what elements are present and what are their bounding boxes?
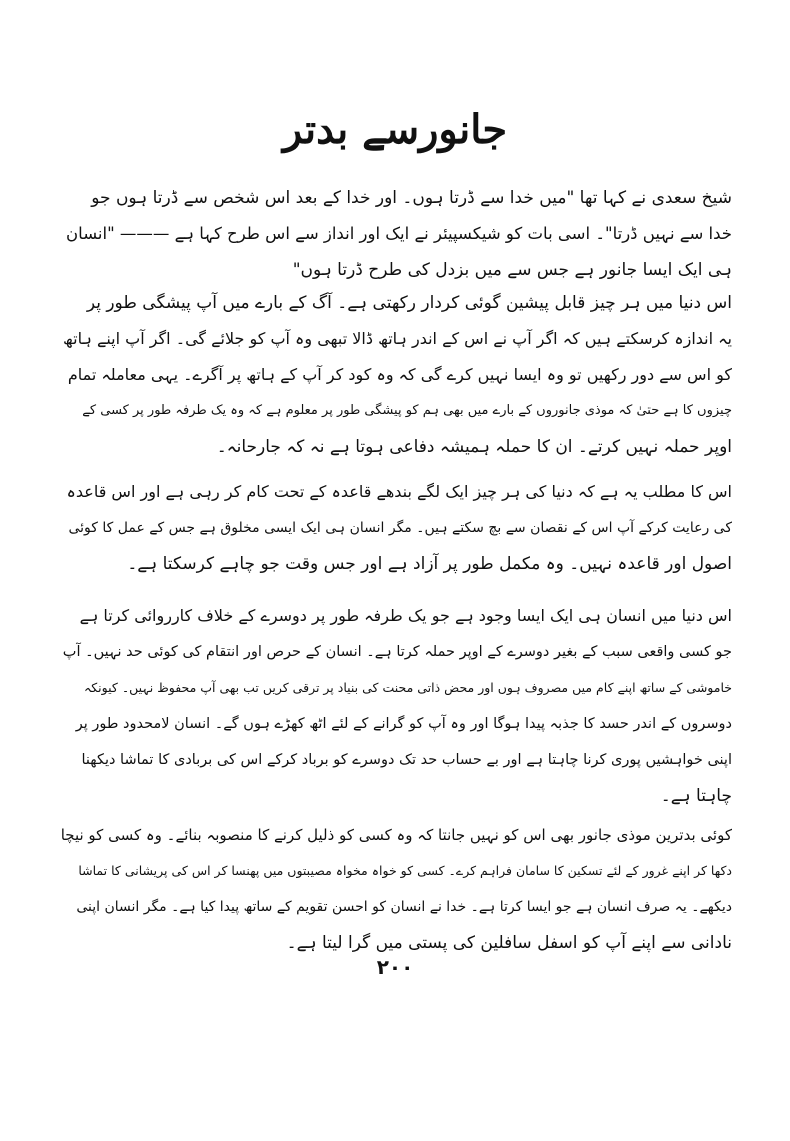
page-number: ۲۰۰ <box>376 955 414 979</box>
text-line: ہی ایک ایسا جانور ہے جس سے میں بزدل کی طرح ڈرتا ہوں" <box>292 260 732 280</box>
text-line: کو اس سے دور رکھیں تو وہ ایسا نہیں کرے گی کہ وہ کود کر آپ کے ہاتھ پر آگرے۔ یہی معاملہ تمام <box>67 365 732 384</box>
text-line: چیزوں کا ہے حتیٰ کہ موذی جانوروں کے بارے میں بھی ہم کو پیشگی طور پر معلوم ہے کہ وہ یک طرفہ طور پر کسی کے <box>82 403 732 418</box>
chapter-title: جانورسے بدتر <box>282 106 508 153</box>
text-line: اصول اور قاعدہ نہیں۔ وہ مکمل طور پر آزاد ہے اور جس وقت جو چاہے کرسکتا ہے۔ <box>127 554 732 574</box>
text-line: خدا سے نہیں ڈرتا"۔ اسی بات کو شیکسپیئر نے ایک اور انداز سے اس طرح کہا ہے ——— "انسان <box>66 224 732 243</box>
text-line: جو کسی واقعی سبب کے بغیر دوسرے کے اوپر حملہ کرتا ہے۔ انسان کے حرص اور انتقام کی کوئی حد نہیں۔ آپ <box>62 644 732 660</box>
text-line: کوئی بدترین موذی جانور بھی اس کو نہیں جانتا کہ وہ کسی کو ذلیل کرنے کا منصوبہ بنائے۔ وہ کسی کو نیچا <box>60 826 732 844</box>
text-line: دوسروں کے اندر حسد کا جذبہ پیدا ہوگا اور وہ آپ کو گرانے کے لئے اٹھ کھڑے ہوں گے۔ انسان لامحدود طور پر <box>75 716 732 732</box>
paragraph-5 <box>60 817 732 961</box>
text-line: یہ اندازہ کرسکتے ہیں کہ اگر آپ نے اس کے اندر ہاتھ ڈالا تبھی وہ آپ کو جلائے گی۔ اگر آپ اپنے ہاتھ <box>63 329 732 348</box>
text-line: شیخ سعدی نے کہا تھا "میں خدا سے ڈرتا ہوں۔ اور خدا کے بعد اس شخص سے ڈرتا ہوں جو <box>91 188 732 208</box>
text-line: خاموشی کے ساتھ اپنے کام میں مصروف ہوں اور محض ذاتی محنت کی بنیاد پر ترقی کریں تب بھی آپ محفوظ نہیں۔ کیونکہ <box>83 680 732 695</box>
text-line: دکھا کر اپنے غرور کے لئے تسکین کا سامان فراہم کرے۔ کسی کو خواہ مخواہ مصیبتوں میں پھنسا کر اس کی پریشانی کا تماشا <box>78 863 732 878</box>
paragraph-2 <box>60 285 732 465</box>
text-line: اس دنیا میں ہر چیز قابل پیشین گوئی کردار رکھتی ہے۔ آگ کے بارے میں آپ پیشگی طور پر <box>86 293 732 313</box>
paragraph-4 <box>60 598 732 814</box>
text-line: اوپر حملہ نہیں کرتے۔ ان کا حملہ ہمیشہ دفاعی ہوتا ہے نہ کہ جارحانہ۔ <box>216 437 732 457</box>
text-line: اس کا مطلب یہ ہے کہ دنیا کی ہر چیز ایک لگے بندھے قاعدہ کے تحت کام کر رہی ہے اور اس قاعدہ <box>66 482 732 501</box>
text-line: اپنی خواہشیں پوری کرنا چاہتا ہے اور بے حساب حد تک دوسرے کو برباد کرکے اس کی بربادی کا تماشا دیکھنا <box>81 752 732 768</box>
paragraph-3 <box>60 474 732 582</box>
paragraph-1 <box>60 180 732 288</box>
text-line: دیکھے۔ یہ صرف انسان ہے جو ایسا کرتا ہے۔ خدا نے انسان کو احسن تقویم کے ساتھ پیدا کیا ہے۔ مگر انسان اپنی <box>76 899 732 915</box>
text-line: نادانی سے اپنے آپ کو اسفل سافلین کی پستی میں گرا لیتا ہے۔ <box>286 933 732 953</box>
text-line: اس دنیا میں انسان ہی ایک ایسا وجود ہے جو یک طرفہ طور پر دوسرے کے خلاف کارروائی کرتا ہے <box>79 606 732 625</box>
text-line: چاہتا ہے۔ <box>660 786 732 806</box>
text-line: کی رعایت کرکے آپ اس کے نقصان سے بچ سکتے ہیں۔ مگر انسان ہی ایک ایسی مخلوق ہے جس کے عمل کا کوئی <box>68 520 732 536</box>
